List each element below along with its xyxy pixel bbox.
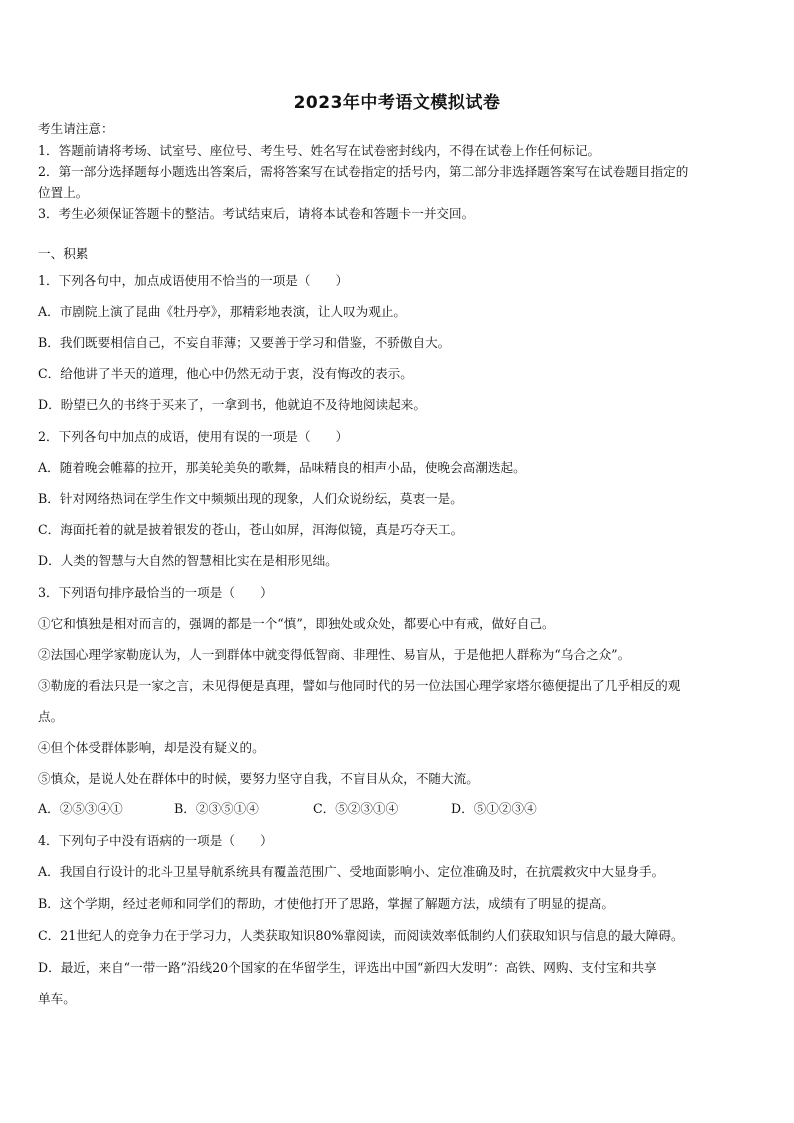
- question-1-option-d: D．盼望已久的书终于买来了，一拿到书，他就迫不及待地阅读起来。: [38, 397, 426, 412]
- question-1-option-c: C．给他讲了半天的道理，他心中仍然无动于衷，没有悔改的表示。: [38, 366, 413, 381]
- question-4-option-a: A．我国自行设计的北斗卫星导航系统具有覆盖范围广、受地面影响小、定位准确及时，在抗震救灾中大显身手。: [38, 864, 665, 879]
- section-heading: 一、积累: [38, 246, 89, 261]
- question-2-option-d: D．人类的智慧与大自然的智慧相比实在是相形见绌。: [38, 553, 338, 568]
- question-3-sentence-3-cont: 点。: [38, 709, 64, 724]
- question-4-option-b: B．这个学期，经过老师和同学们的帮助，才使他打开了思路，掌握了解题方法，成绩有了明显的提高。: [38, 896, 614, 911]
- question-3-option-c: C．⑤②③①④: [313, 801, 399, 816]
- question-3-option-b: B．②③⑤①④: [174, 801, 259, 816]
- notice-item: 1．答题前请将考场、试室号、座位号、考生号、姓名写在试卷密封线内，不得在试卷上作任何标记。: [38, 143, 601, 158]
- question-3-stem: 3．下列语句排序最恰当的一项是（ ）: [38, 585, 273, 600]
- page-title: 2023年中考语文模拟试卷: [293, 93, 501, 113]
- question-2-option-b: B．针对网络热词在学生作文中频频出现的现象，人们众说纷纭，莫衷一是。: [38, 491, 463, 506]
- question-3-sentence-5: ⑤慎众，是说人处在群体中的时候，要努力坚守自我，不盲目从众，不随大流。: [38, 771, 479, 786]
- question-3-sentence-2: ②法国心理学家勒庞认为，人一到群体中就变得低智商、非理性、易盲从，于是他把人群称为“乌合之众”。: [38, 647, 631, 662]
- question-4-stem: 4．下列句子中没有语病的一项是（ ）: [38, 833, 273, 848]
- question-4-option-d-cont: 单车。: [38, 991, 76, 1006]
- question-4-option-d: D．最近，来自“一带一路”沿线20个国家的在华留学生，评选出中国“新四大发明”：高铁、网购、支付宝和共享: [38, 960, 657, 975]
- question-2-option-a: A．随着晚会帷幕的拉开，那美轮美奂的歌舞，品味精良的相声小品，使晚会高潮迭起。: [38, 460, 526, 475]
- notice-item: 3．考生必须保证答题卡的整洁。考试结束后，请将本试卷和答题卡一并交回。: [38, 206, 475, 221]
- question-2-option-c: C．海面托着的就是披着银发的苍山，苍山如屏，洱海似镜，真是巧夺天工。: [38, 522, 464, 537]
- question-1-option-a: A．市剧院上演了昆曲《牡丹亭》，那精彩地表演，让人叹为观止。: [38, 304, 407, 319]
- question-3-option-d: D．⑤①②③④: [451, 801, 537, 816]
- question-4-option-c: C．21世纪人的竞争力在于学习力，人类获取知识80%靠阅读，而阅读效率低制约人们获取知识与信息的最大障碍。: [38, 928, 684, 943]
- question-3-sentence-3: ③勒庞的看法只是一家之言，未见得便是真理，譬如与他同时代的另一位法国心理学家塔尔德便提出了几乎相反的观: [38, 678, 681, 693]
- question-1-stem: 1．下列各句中，加点成语使用不恰当的一项是（ ）: [38, 273, 349, 288]
- question-3-option-a: A．②⑤③④①: [38, 801, 123, 816]
- notice-item: 2．第一部分选择题每小题选出答案后，需将答案写在试卷指定的括号内，第二部分非选择题答案写在试卷题目指定的: [38, 164, 689, 179]
- question-3-options: [38, 800, 537, 818]
- notice-heading: 考生请注意：: [38, 121, 114, 136]
- question-3-sentence-1: ①它和慎独是相对而言的，强调的都是一个“慎”，即独处或众处，都要心中有戒，做好自己。: [38, 616, 555, 631]
- question-1-option-b: B．我们既要相信自己，不妄自菲薄；又要善于学习和借鉴，不骄傲自大。: [38, 335, 451, 350]
- question-3-sentence-4: ④但个体受群体影响，却是没有疑义的。: [38, 740, 265, 755]
- notice-item: 位置上。: [38, 185, 89, 200]
- question-2-stem: 2．下列各句中加点的成语，使用有误的一项是（ ）: [38, 429, 349, 444]
